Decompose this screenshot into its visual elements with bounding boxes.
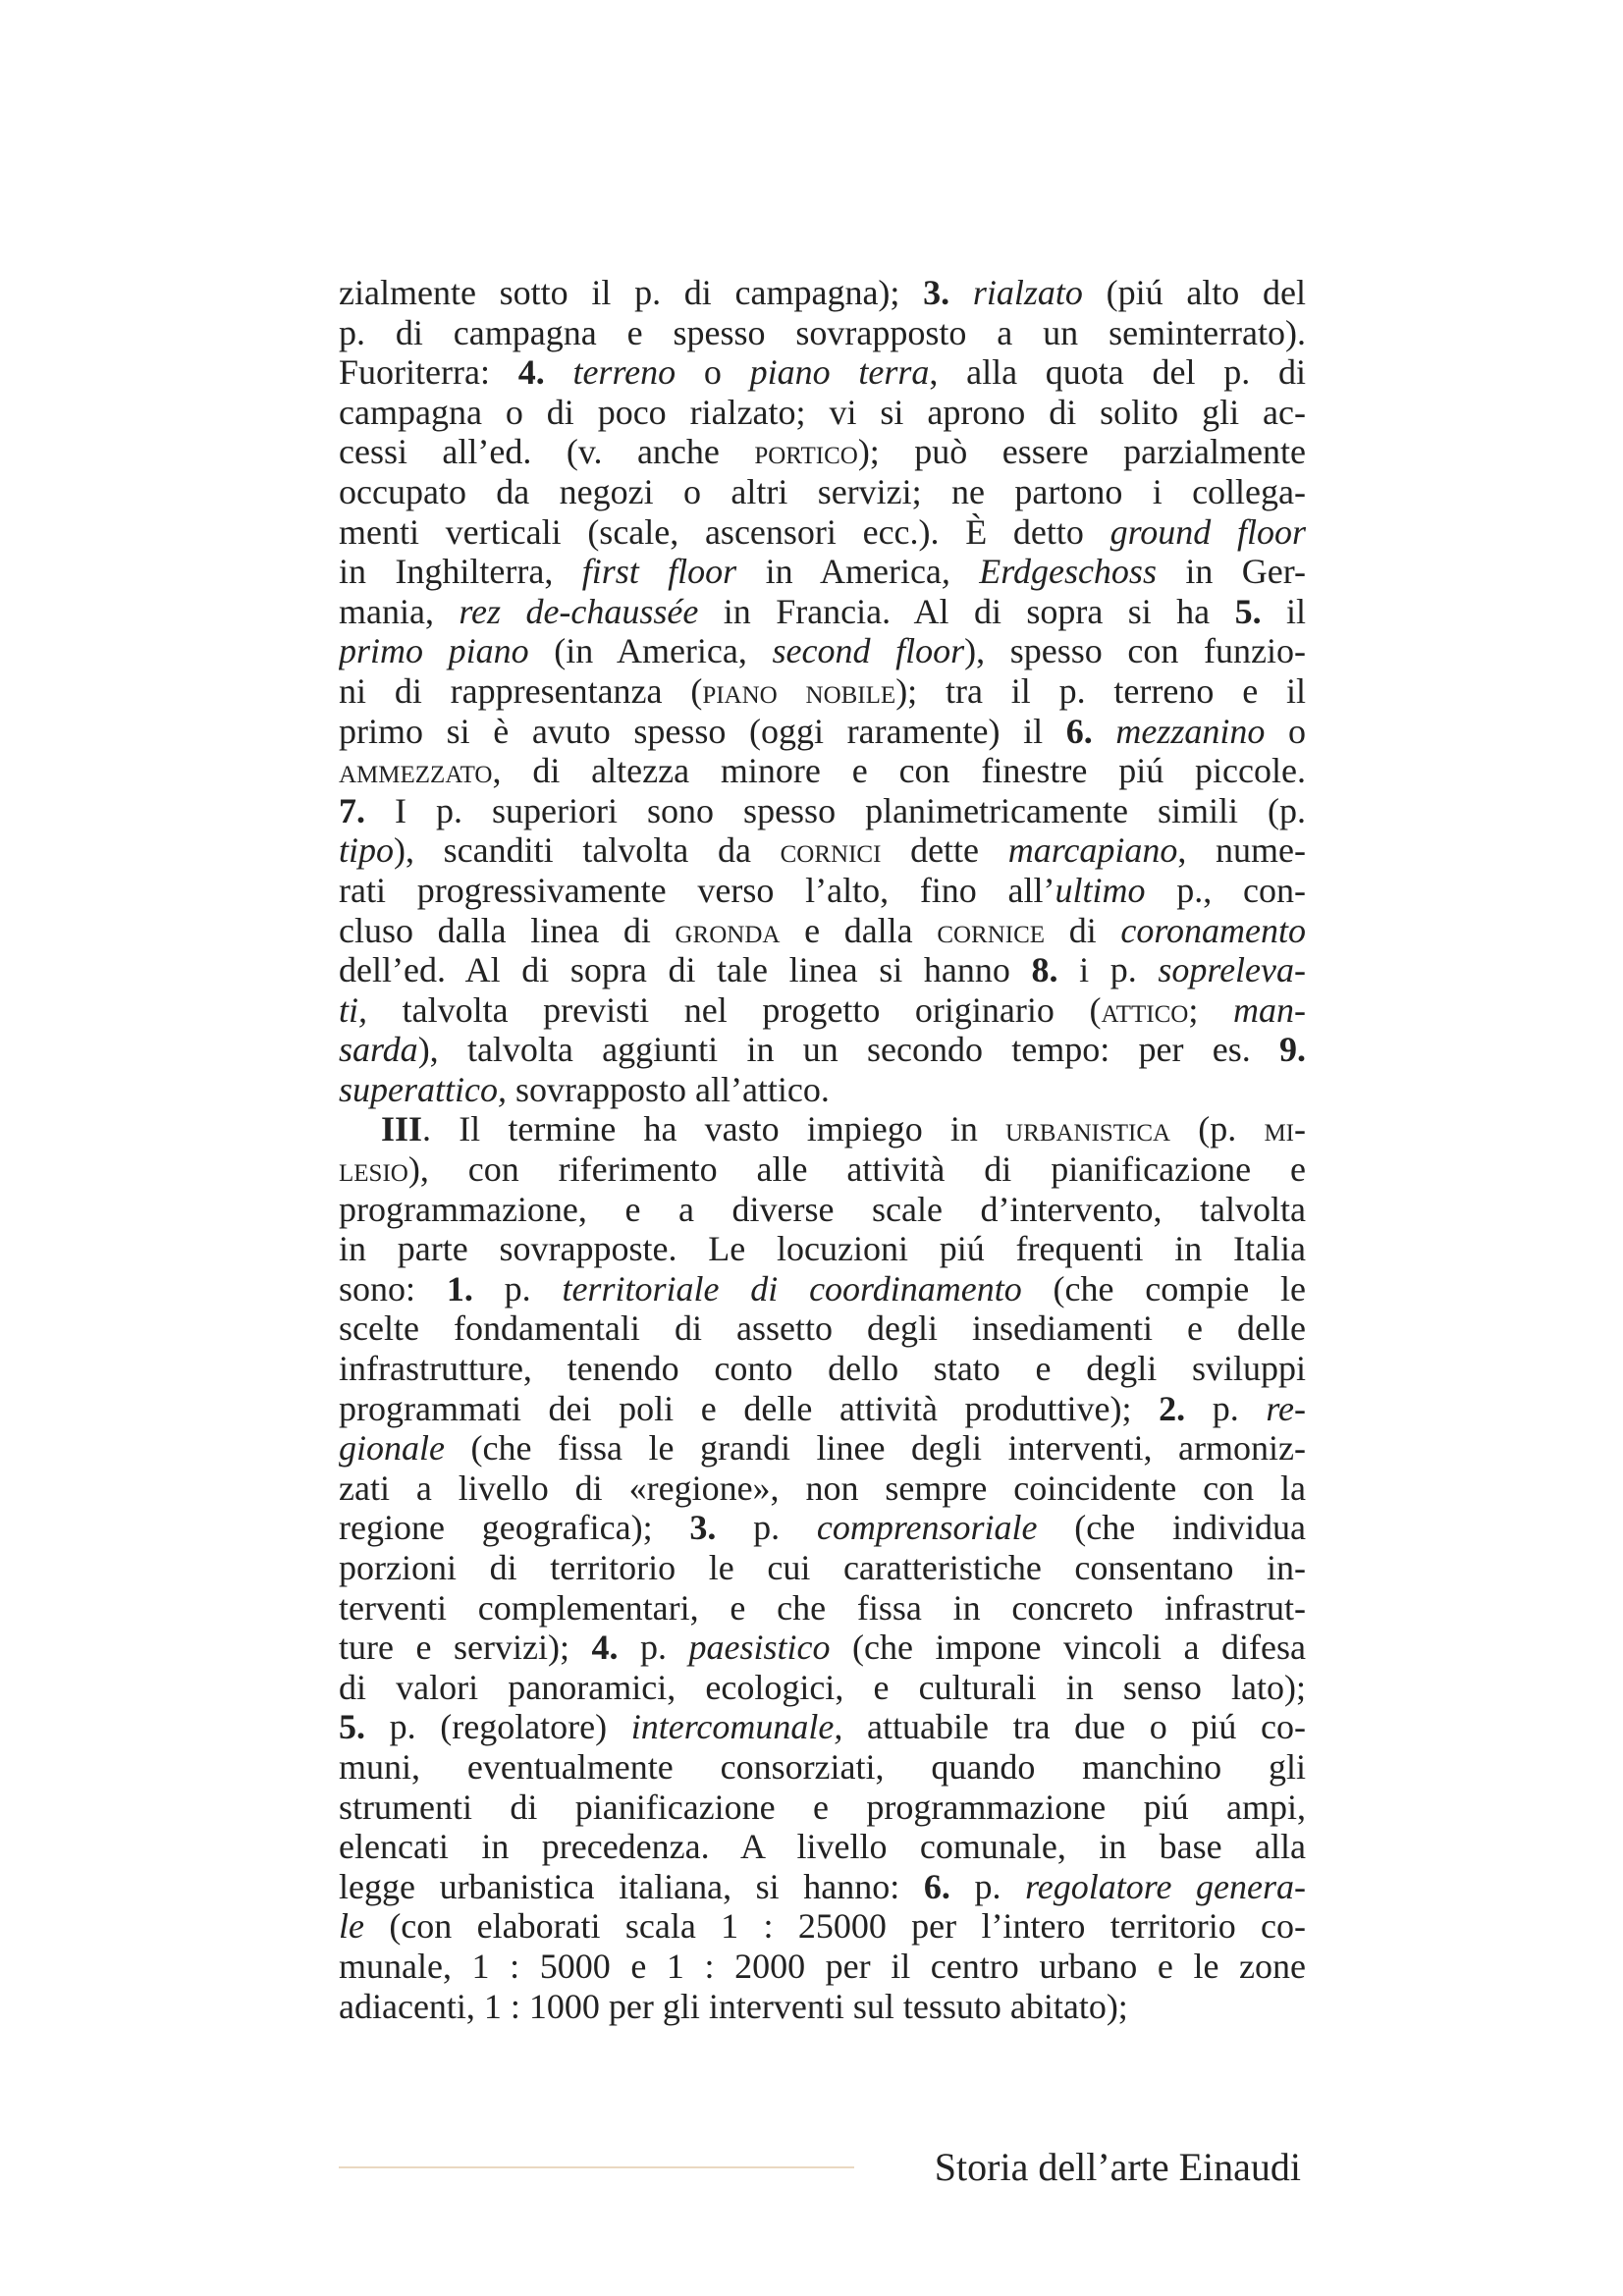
- text-line: muni, eventualmente consorziati, quando manchino gli: [339, 1746, 1306, 1787]
- footer-label: Storia dell’arte Einaudi: [934, 2145, 1301, 2189]
- text-line: in Inghilterra, first floor in America, Erdgeschoss in Ger-: [339, 552, 1306, 592]
- text-line: tipo), scanditi talvolta da cornici dette marcapiano, nume-: [339, 830, 1306, 871]
- text-line: porzioni di territorio le cui caratteristiche consentano in-: [339, 1548, 1306, 1587]
- text-line: ti, talvolta previsti nel progetto originario (attico; man-: [339, 989, 1306, 1030]
- text-line: Fuoriterra: 4. terreno o piano terra, alla quota del p. di: [339, 352, 1306, 393]
- text-line: di valori panoramici, ecologici, e culturali in senso lato);: [339, 1667, 1306, 1707]
- text-line: primo si è avuto spesso (oggi raramente) il 6. mezzanino o: [339, 711, 1306, 751]
- text-line: 5. p. (regolatore) intercomunale, attuabile tra due o piú co-: [339, 1707, 1306, 1747]
- text-line: scelte fondamentali di assetto degli insediamenti e delle: [339, 1308, 1306, 1349]
- text-line: legge urbanistica italiana, si hanno: 6. p. regolatore genera-: [339, 1866, 1306, 1906]
- text-line: superattico, sovrapposto all’attico.: [339, 1069, 830, 1109]
- text-line: programmati dei poli e delle attività produttive); 2. p. re-: [339, 1388, 1306, 1428]
- text-line: rati progressivamente verso l’alto, fino all’ultimo p., con-: [339, 870, 1306, 910]
- text-line: sarda), talvolta aggiunti in un secondo tempo: per es. 9.: [339, 1030, 1306, 1070]
- text-line: sono: 1. p. territoriale di coordinamento (che compie le: [339, 1268, 1306, 1308]
- text-line: adiacenti, 1 : 1000 per gli interventi sul tessuto abitato);: [339, 1986, 1128, 2026]
- text-line: elencati in precedenza. A livello comunale, in base alla: [339, 1827, 1306, 1867]
- text-line: regione geografica); 3. p. comprensoriale (che individua: [339, 1508, 1306, 1548]
- text-line: munale, 1 : 5000 e 1 : 2000 per il centro urbano e le zone: [339, 1946, 1306, 1986]
- text-line: infrastrutture, tenendo conto dello stato e degli sviluppi: [339, 1349, 1306, 1389]
- text-line: menti verticali (scale, ascensori ecc.). È detto ground floor: [339, 511, 1306, 552]
- text-line: ture e servizi); 4. p. paesistico (che impone vincoli a difesa: [339, 1628, 1306, 1668]
- text-line: ni di rappresentanza (piano nobile); tra il p. terreno e il: [339, 670, 1306, 711]
- footer-rule: [339, 2166, 854, 2168]
- text-line: III. Il termine ha vasto impiego in urbanistica (p. mi-: [381, 1109, 1306, 1149]
- text-line: lesio), con riferimento alle attività di pianificazione e: [339, 1149, 1306, 1190]
- text-line: programmazione, e a diverse scale d’intervento, talvolta: [339, 1189, 1306, 1229]
- text-line: le (con elaborati scala 1 : 25000 per l’intero territorio co-: [339, 1906, 1306, 1947]
- text-line: gionale (che fissa le grandi linee degli interventi, armoniz-: [339, 1428, 1306, 1468]
- text-line: p. di campagna e spesso sovrapposto a un seminterrato).: [339, 312, 1306, 352]
- text-line: strumenti di pianificazione e programmazione piú ampi,: [339, 1787, 1306, 1827]
- text-line: zialmente sotto il p. di campagna); 3. rialzato (piú alto del: [339, 273, 1306, 312]
- text-line: terventi complementari, e che fissa in concreto infrastrut-: [339, 1587, 1306, 1628]
- text-line: in parte sovrapposte. Le locuzioni piú frequenti in Italia: [339, 1229, 1306, 1269]
- text-line: cluso dalla linea di gronda e dalla cornice di coronamento: [339, 910, 1306, 950]
- text-line: mania, rez de-chaussée in Francia. Al di sopra si ha 5. il: [339, 591, 1306, 631]
- text-line: cessi all’ed. (v. anche portico); può essere parzialmente: [339, 432, 1306, 472]
- text-line: occupato da negozi o altri servizi; ne partono i collega-: [339, 471, 1306, 511]
- text-line: 7. I p. superiori sono spesso planimetricamente simili (p.: [339, 790, 1306, 830]
- text-line: ammezzato, di altezza minore e con finestre piú piccole.: [339, 751, 1306, 791]
- text-line: zati a livello di «regione», non sempre coincidente con la: [339, 1468, 1306, 1508]
- text-line: primo piano (in America, second floor), spesso con funzio-: [339, 631, 1306, 671]
- text-line: dell’ed. Al di sopra di tale linea si hanno 8. i p. soprelevа-: [339, 950, 1306, 990]
- text-line: campagna o di poco rialzato; vi si aprono di solito gli ac-: [339, 392, 1306, 432]
- body-text: [339, 273, 1306, 2026]
